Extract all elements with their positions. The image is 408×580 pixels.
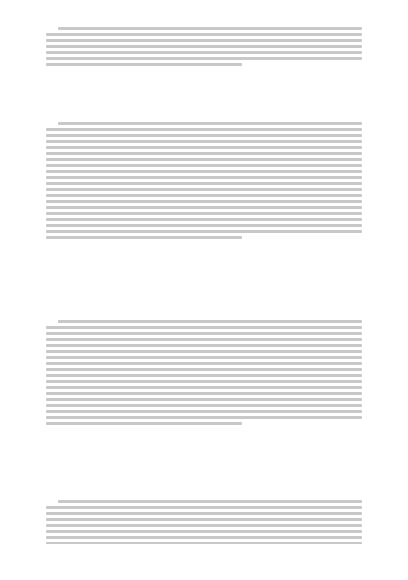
text-line	[46, 392, 362, 395]
text-line	[46, 152, 362, 155]
text-line	[46, 200, 362, 203]
text-line	[46, 212, 362, 215]
text-line	[46, 128, 362, 131]
text-line	[46, 356, 362, 359]
section-heading	[46, 91, 362, 101]
text-line	[46, 164, 362, 167]
section-heading	[46, 303, 362, 313]
text-line	[46, 404, 362, 407]
text-line	[46, 542, 362, 544]
text-line	[46, 422, 242, 425]
text-line	[46, 524, 362, 527]
text-line	[46, 368, 362, 371]
text-lines	[46, 119, 362, 242]
text-line	[46, 206, 362, 209]
text-line	[58, 320, 362, 323]
text-line	[46, 63, 242, 66]
text-line	[58, 500, 362, 503]
paragraph	[46, 119, 362, 299]
text-line	[46, 182, 362, 185]
text-line	[46, 158, 362, 161]
paragraph	[46, 317, 362, 479]
text-lines	[46, 317, 362, 428]
text-line	[46, 338, 362, 341]
text-line	[46, 194, 362, 197]
text-lines	[46, 497, 362, 544]
text-line	[46, 188, 362, 191]
text-line	[46, 506, 362, 509]
text-line	[46, 230, 362, 233]
text-line	[46, 416, 362, 419]
text-line	[46, 374, 362, 377]
heading-text	[46, 105, 362, 115]
text-line	[46, 530, 362, 533]
text-line	[46, 39, 362, 42]
text-line	[46, 380, 362, 383]
paragraph	[46, 24, 362, 87]
text-line	[46, 518, 362, 521]
heading-text	[46, 303, 362, 313]
text-line	[46, 218, 362, 221]
text-line	[46, 134, 362, 137]
text-line	[46, 170, 362, 173]
text-lines	[46, 24, 362, 69]
text-line	[46, 140, 362, 143]
page-footer	[0, 549, 408, 561]
text-line	[46, 362, 362, 365]
section-heading	[46, 105, 362, 115]
text-line	[46, 386, 362, 389]
text-line	[46, 33, 362, 36]
text-line	[46, 236, 242, 239]
text-line	[46, 326, 362, 329]
text-line	[46, 176, 362, 179]
document-body	[46, 24, 362, 544]
text-line	[46, 57, 362, 60]
text-line	[46, 332, 362, 335]
text-line	[46, 45, 362, 48]
text-line	[46, 350, 362, 353]
text-line	[58, 122, 362, 125]
text-line	[46, 51, 362, 54]
heading-text	[46, 483, 362, 493]
text-line	[46, 224, 362, 227]
text-line	[46, 536, 362, 539]
text-line	[46, 410, 362, 413]
text-line	[58, 27, 362, 30]
text-line	[46, 398, 362, 401]
top-banner	[62, 7, 348, 18]
text-line	[46, 344, 362, 347]
section-heading	[46, 483, 362, 493]
text-line	[46, 512, 362, 515]
heading-text	[46, 91, 362, 101]
paragraph	[46, 497, 362, 544]
text-line	[46, 146, 362, 149]
